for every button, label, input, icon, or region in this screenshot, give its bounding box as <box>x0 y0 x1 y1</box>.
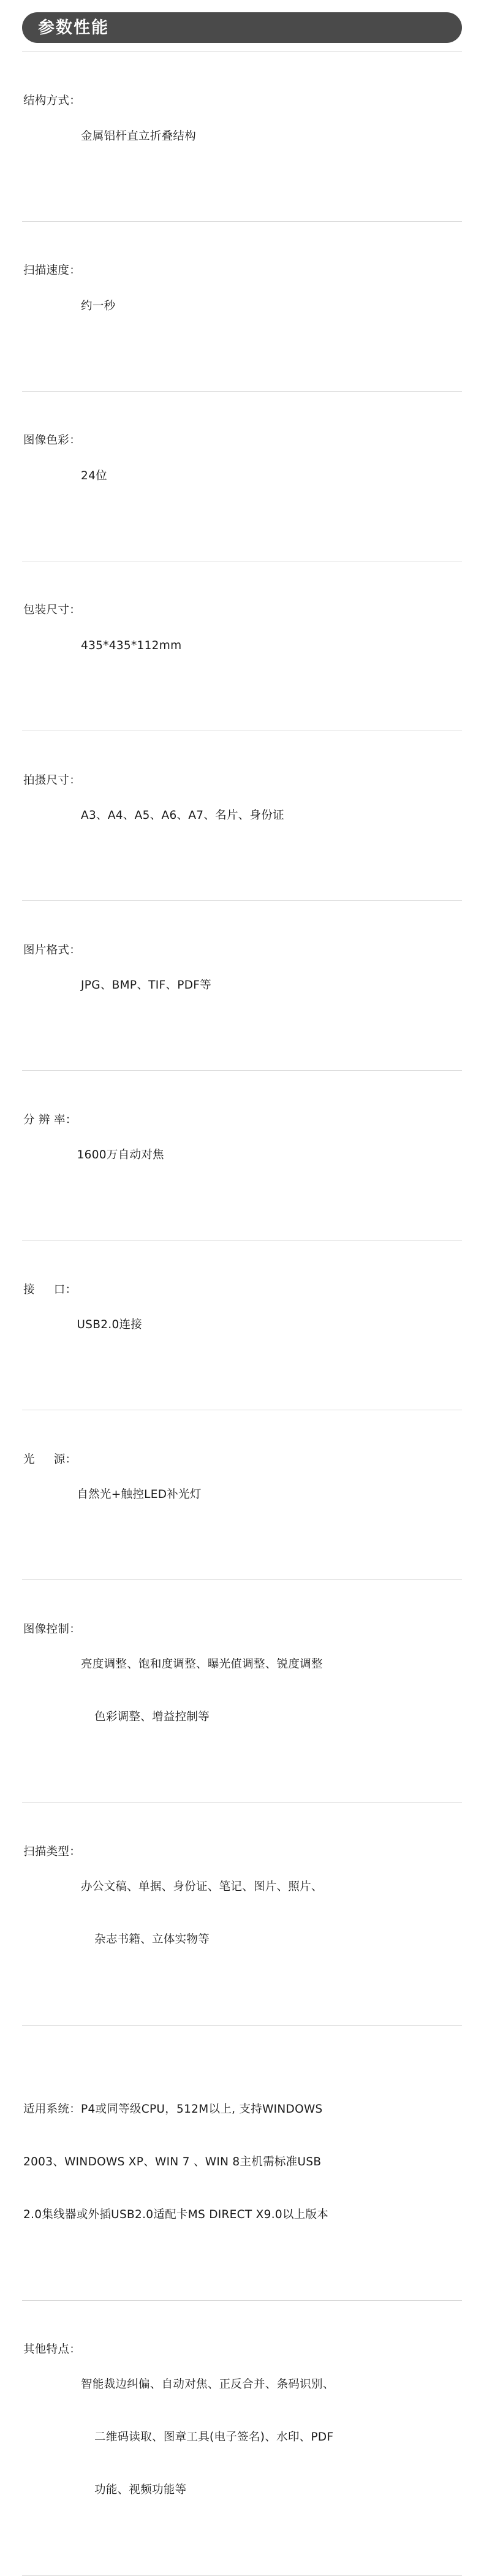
table-row <box>22 1580 462 1803</box>
section-header-banner <box>22 12 462 43</box>
spec-table <box>22 51 462 2576</box>
spec-value: JPG、BMP、TIF、PDF等 <box>81 978 212 992</box>
table-row <box>22 52 462 222</box>
spec-value: 适用系统：P4或同等级CPU，512M以上, 支持WINDOWS <box>23 2103 323 2116</box>
spec-capture-size <box>23 772 461 860</box>
spec-label: 光 源： <box>23 1453 77 1466</box>
spec-label: 拍摄尺寸： <box>23 773 81 787</box>
table-row <box>22 1241 462 1410</box>
spec-table-body <box>22 52 462 2576</box>
spec-light-source <box>23 1451 461 1539</box>
spec-value: 2.0集线器或外插USB2.0适配卡MS DIRECT X9.0以上版本 <box>23 2208 329 2222</box>
spec-label: 接 口： <box>23 1283 77 1296</box>
spec-image-control <box>23 1621 461 1761</box>
spec-value: 智能裁边纠偏、自动对焦、正反合并、条码识别、 二维码读取、图章工具(电子签名)、水印、PDF 功能、视频功能等 <box>81 2378 335 2497</box>
table-row <box>22 1410 462 1580</box>
spec-label: 图片格式： <box>23 943 81 957</box>
spec-value: 2003、WINDOWS XP、WIN 7 、WIN 8主机需标准USB <box>23 2156 322 2169</box>
spec-value: USB2.0连接 <box>77 1318 143 1332</box>
spec-value: 435*435*112mm <box>81 639 182 652</box>
spec-label: 图像色彩： <box>23 434 81 447</box>
table-row <box>22 2025 462 2300</box>
spec-supported-os <box>23 2066 461 2259</box>
spec-value: 金属铝杆直立折叠结构 <box>81 129 197 143</box>
spec-image-color <box>23 432 461 520</box>
spec-value: 1600万自动对焦 <box>77 1148 164 1161</box>
table-row <box>22 1803 462 2025</box>
table-row <box>22 901 462 1071</box>
table-row <box>22 561 462 731</box>
spec-value: 亮度调整、饱和度调整、曝光值调整、锐度调整 色彩调整、增益控制等 <box>81 1658 323 1724</box>
spec-label: 扫描类型： <box>23 1845 81 1858</box>
spec-label: 扫描速度： <box>23 264 81 278</box>
spec-value: 办公文稿、单据、身份证、笔记、图片、照片、 杂志书籍、立体实物等 <box>81 1880 323 1947</box>
spec-value: 24位 <box>81 469 107 482</box>
spec-value: 自然光+触控LED补光灯 <box>77 1488 202 1502</box>
spec-label: 结构方式： <box>23 94 81 108</box>
spec-structure <box>23 93 461 180</box>
table-row <box>22 222 462 392</box>
spec-resolution <box>23 1112 461 1199</box>
spec-scan-type <box>23 1844 461 1984</box>
spec-other-features <box>23 2341 461 2534</box>
spec-package-size <box>23 602 461 690</box>
spec-scan-speed <box>23 262 461 350</box>
table-row <box>22 2300 462 2575</box>
spec-value: A3、A4、A5、A6、A7、名片、身份证 <box>81 808 284 822</box>
spec-label: 包装尺寸： <box>23 604 81 617</box>
page-title: 参数性能 <box>38 18 109 37</box>
table-row <box>22 731 462 901</box>
spec-interface <box>23 1282 461 1369</box>
table-row <box>22 1071 462 1241</box>
spec-label: 图像控制： <box>23 1622 81 1636</box>
spec-label: 其他特点： <box>23 2342 81 2356</box>
spec-label: 分 辨 率： <box>23 1113 77 1127</box>
table-row <box>22 392 462 561</box>
spec-image-format <box>23 942 461 1030</box>
spec-value: 约一秒 <box>81 299 116 313</box>
